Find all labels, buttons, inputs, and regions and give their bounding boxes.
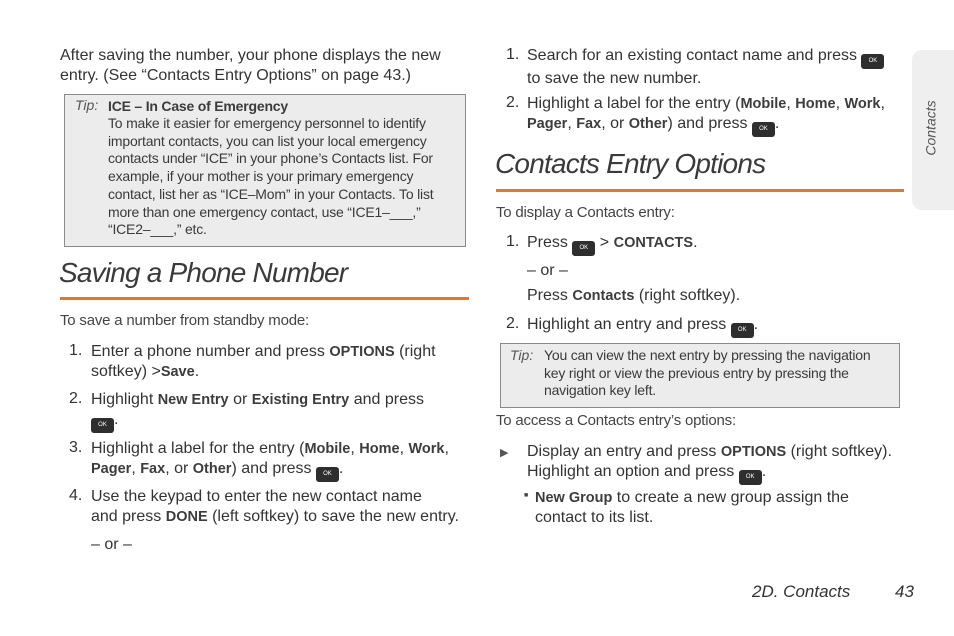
step-number: 1. [69, 342, 83, 359]
footer-section: 2D. Contacts [752, 582, 851, 601]
display-step-1: Press OK > CONTACTS. [527, 233, 698, 256]
new-group-option: New Group to create a new group assign the contact to its list. [535, 489, 849, 526]
left-step-4: Use the keypad to enter the new contact name and press DONE (left softkey) to save the new entry. [91, 488, 459, 525]
section-heading-contacts-entry: Contacts Entry Options [495, 148, 766, 179]
tip-body: You can view the next entry by pressing the navigation key right or view the previous entry by pressing the navigation key left. [544, 347, 871, 399]
ok-key-icon: OK [861, 54, 884, 69]
press-contacts-line: Press Contacts (right softkey). [527, 287, 741, 304]
step-number: 2. [506, 94, 520, 111]
left-step-3: Highlight a label for the entry (Mobile, Home, Work, Pager, Fax, or Other) and press OK . [91, 439, 476, 482]
bullet-arrow-icon: ▶ [500, 447, 509, 459]
left-subintro: To save a number from standby mode: [60, 312, 309, 329]
ice-tip-box [64, 94, 466, 247]
side-tab-label: Contacts [922, 100, 939, 156]
left-intro: After saving the number, your phone displays the new entry. (See “Contacts Entry Options” on page 43.) [60, 47, 441, 84]
heading-rule-left [60, 297, 469, 300]
step-number: 2. [506, 315, 520, 332]
sub-bullet-square-icon: ■ [524, 492, 529, 499]
tip-label: Tip: [510, 347, 534, 363]
tip-title: ICE – In Case of Emergency [108, 98, 288, 114]
heading-rule-right [496, 189, 904, 192]
left-step-1: Enter a phone number and press OPTIONS (right softkey) >Save. [91, 343, 436, 380]
access-bullet: Display an entry and press OPTIONS (right softkey). Highlight an option and press OK . [527, 442, 912, 485]
or-separator: – or – [527, 262, 568, 279]
right-step-2: Highlight a label for the entry (Mobile, Home, Work, Pager, Fax, or Other) and press OK . [527, 94, 912, 137]
tip-label: Tip: [75, 97, 99, 113]
step-number: 2. [69, 390, 83, 407]
left-step-2: Highlight New Entry or Existing Entry and press OK . [91, 390, 471, 433]
right-step-1: Search for an existing contact name and press OK to save the new number. [527, 46, 907, 89]
tip-body: To make it easier for emergency personnel to identify important contacts, you can list your local emergency contacts under “ICE” in your phone’s Contacts list. For example, if your mother is your primary emergency contact, list her as “ICE–Mom” in your Contacts. To list more than one emergency contact, use “ICE1–___,” “ICE2–___,” etc. [108, 115, 434, 238]
ok-key-icon: OK [731, 323, 754, 338]
section-side-tab [912, 50, 954, 210]
ok-key-icon: OK [752, 122, 775, 137]
step-number: 4. [69, 487, 83, 504]
navigation-tip-box [500, 343, 900, 408]
ok-key-icon: OK [572, 241, 595, 256]
section-heading-saving: Saving a Phone Number [59, 257, 348, 288]
ok-key-icon: OK [739, 470, 762, 485]
ok-key-icon: OK [316, 467, 339, 482]
footer-page-number: 43 [895, 582, 914, 601]
display-step-2: Highlight an entry and press OK . [527, 315, 758, 338]
ok-key-icon: OK [91, 418, 114, 433]
display-intro: To display a Contacts entry: [496, 204, 675, 221]
step-number: 3. [69, 439, 83, 456]
or-separator: – or – [91, 536, 132, 553]
access-intro: To access a Contacts entry’s options: [496, 412, 736, 429]
step-number: 1. [506, 233, 520, 250]
step-number: 1. [506, 46, 520, 63]
